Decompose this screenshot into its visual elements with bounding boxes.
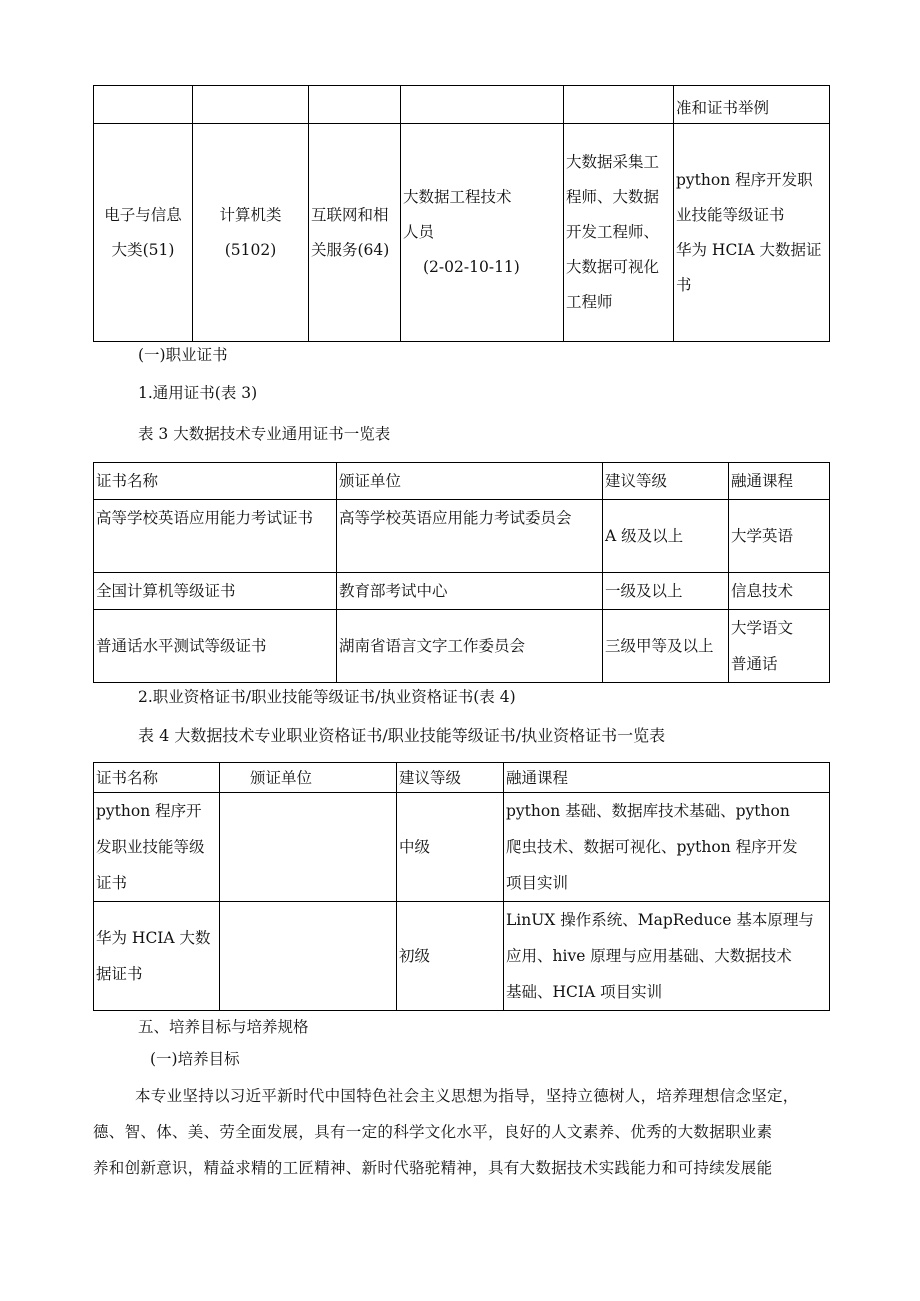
cell-line: 证书	[96, 874, 128, 892]
cell-line: 互联网和相	[311, 205, 389, 224]
subsection-heading: 2.职业资格证书/职业技能等级证书/执业资格证书(表 4)	[138, 688, 516, 706]
table-cell	[504, 902, 830, 1011]
cell-line: 大数据采集工	[566, 153, 660, 171]
table-cell	[401, 124, 564, 342]
cell-line: 大类(51)	[111, 240, 175, 259]
column-header: 颁证单位	[337, 463, 603, 500]
column-header: 证书名称	[94, 463, 337, 500]
table-row	[94, 793, 830, 902]
cell-line: 计算机类	[219, 205, 282, 224]
table-cell	[94, 124, 193, 342]
cell-line: 华为 HCIA 大数据证	[676, 240, 822, 259]
table-cell: 中级	[397, 793, 504, 902]
cell-line: python 程序开	[96, 802, 202, 820]
column-header: 颁证单位	[220, 763, 397, 793]
table-header-row	[94, 463, 830, 500]
table-cell	[220, 902, 397, 1011]
cell-line: 大数据可视化	[566, 258, 660, 276]
cell-line: python 基础、数据库技术基础、python	[506, 802, 790, 820]
paragraph-line: 养和创新意识，精益求精的工匠精神、新时代骆驼精神，具有大数据技术实践能力和可持续发展能	[93, 1159, 773, 1177]
cell-line: python 程序开发职	[676, 170, 813, 189]
table-cell: 全国计算机等级证书	[94, 573, 337, 610]
table-row	[94, 124, 830, 342]
table-cell	[309, 124, 401, 342]
cell-line: 华为 HCIA 大数	[96, 929, 211, 947]
table-cell	[564, 86, 674, 124]
table-cell: 准和证书举例	[674, 86, 830, 124]
column-header: 融通课程	[729, 463, 830, 500]
cell-line: 应用、hive 原理与应用基础、大数据技术	[506, 947, 792, 965]
table-cell: 初级	[397, 902, 504, 1011]
table-cell	[729, 610, 830, 683]
cell-line: 发职业技能等级	[96, 838, 205, 856]
column-header: 建议等级	[397, 763, 504, 793]
table-cell	[401, 86, 564, 124]
table-cell	[674, 124, 830, 342]
table-cell	[309, 86, 401, 124]
professional-cert-table	[93, 762, 830, 1011]
table-cell: A 级及以上	[603, 500, 729, 573]
table-cell: 一级及以上	[603, 573, 729, 610]
table-cell: 三级甲等及以上	[603, 610, 729, 683]
table-cell: 教育部考试中心	[337, 573, 603, 610]
table-cell: 大学英语	[729, 500, 830, 573]
table-cell: 普通话水平测试等级证书	[94, 610, 337, 683]
table-cell	[193, 124, 309, 342]
paragraph-line: 本专业坚持以习近平新时代中国特色社会主义思想为指导，坚持立德树人，培养理想信念坚定，	[135, 1087, 799, 1105]
body-paragraph	[93, 1078, 828, 1186]
cell-line: (2-02-10-11)	[423, 258, 520, 276]
cell-line: 工程师	[566, 293, 613, 311]
table-cell	[94, 793, 220, 902]
table-header-row	[94, 763, 830, 793]
subsection-heading: (一)培养目标	[150, 1050, 240, 1068]
table-cell	[564, 124, 674, 342]
cell-line: 大数据工程技术	[403, 188, 512, 206]
cell-line: 基础、HCIA 项目实训	[506, 983, 663, 1001]
table-cell: 高等学校英语应用能力考试证书	[94, 500, 337, 573]
cell-line: 大学语文	[731, 619, 794, 637]
cell-line: 人员	[403, 223, 435, 241]
table-cell	[94, 86, 193, 124]
table-cell: 高等学校英语应用能力考试委员会	[337, 500, 603, 573]
table-row	[94, 610, 830, 683]
table-cell: 信息技术	[729, 573, 830, 610]
major-info-table	[93, 85, 830, 342]
column-header: 融通课程	[504, 763, 830, 793]
cell-line: 爬虫技术、数据可视化、python 程序开发	[506, 838, 798, 856]
cell-line: 据证书	[96, 965, 143, 983]
table-row	[94, 500, 830, 573]
cell-line: 项目实训	[506, 874, 569, 892]
table-cell	[94, 902, 220, 1011]
table-caption: 表 4 大数据技术专业职业资格证书/职业技能等级证书/执业资格证书一览表	[138, 726, 666, 745]
table-row	[94, 573, 830, 610]
table-caption: 表 3 大数据技术专业通用证书一览表	[138, 425, 391, 443]
cell-line: 关服务(64)	[311, 240, 390, 259]
subsection-heading: 1.通用证书(表 3)	[138, 384, 258, 402]
table-cell	[504, 793, 830, 902]
table-row	[94, 902, 830, 1011]
table-cell: 湖南省语言文字工作委员会	[337, 610, 603, 683]
paragraph-line: 德、智、体、美、劳全面发展，具有一定的科学文化水平，良好的人文素养、优秀的大数据职业素	[93, 1123, 773, 1141]
general-cert-table	[93, 462, 830, 683]
cell-line: 电子与信息	[104, 205, 182, 224]
cell-line: 书	[676, 275, 692, 294]
section-heading: 五、培养目标与培养规格	[138, 1018, 309, 1036]
cell-line: (5102)	[224, 240, 277, 259]
cell-line: LinUX 操作系统、MapReduce 基本原理与	[506, 911, 814, 929]
column-header: 证书名称	[94, 763, 220, 793]
cell-line: 程师、大数据	[566, 188, 660, 206]
cell-line: 普通话	[731, 655, 778, 673]
table-cell	[220, 793, 397, 902]
column-header: 建议等级	[603, 463, 729, 500]
table-row	[94, 86, 830, 124]
cell-line: 开发工程师、	[566, 223, 660, 241]
section-heading: (一)职业证书	[138, 346, 228, 364]
cell-line: 业技能等级证书	[676, 205, 785, 224]
table-cell	[193, 86, 309, 124]
